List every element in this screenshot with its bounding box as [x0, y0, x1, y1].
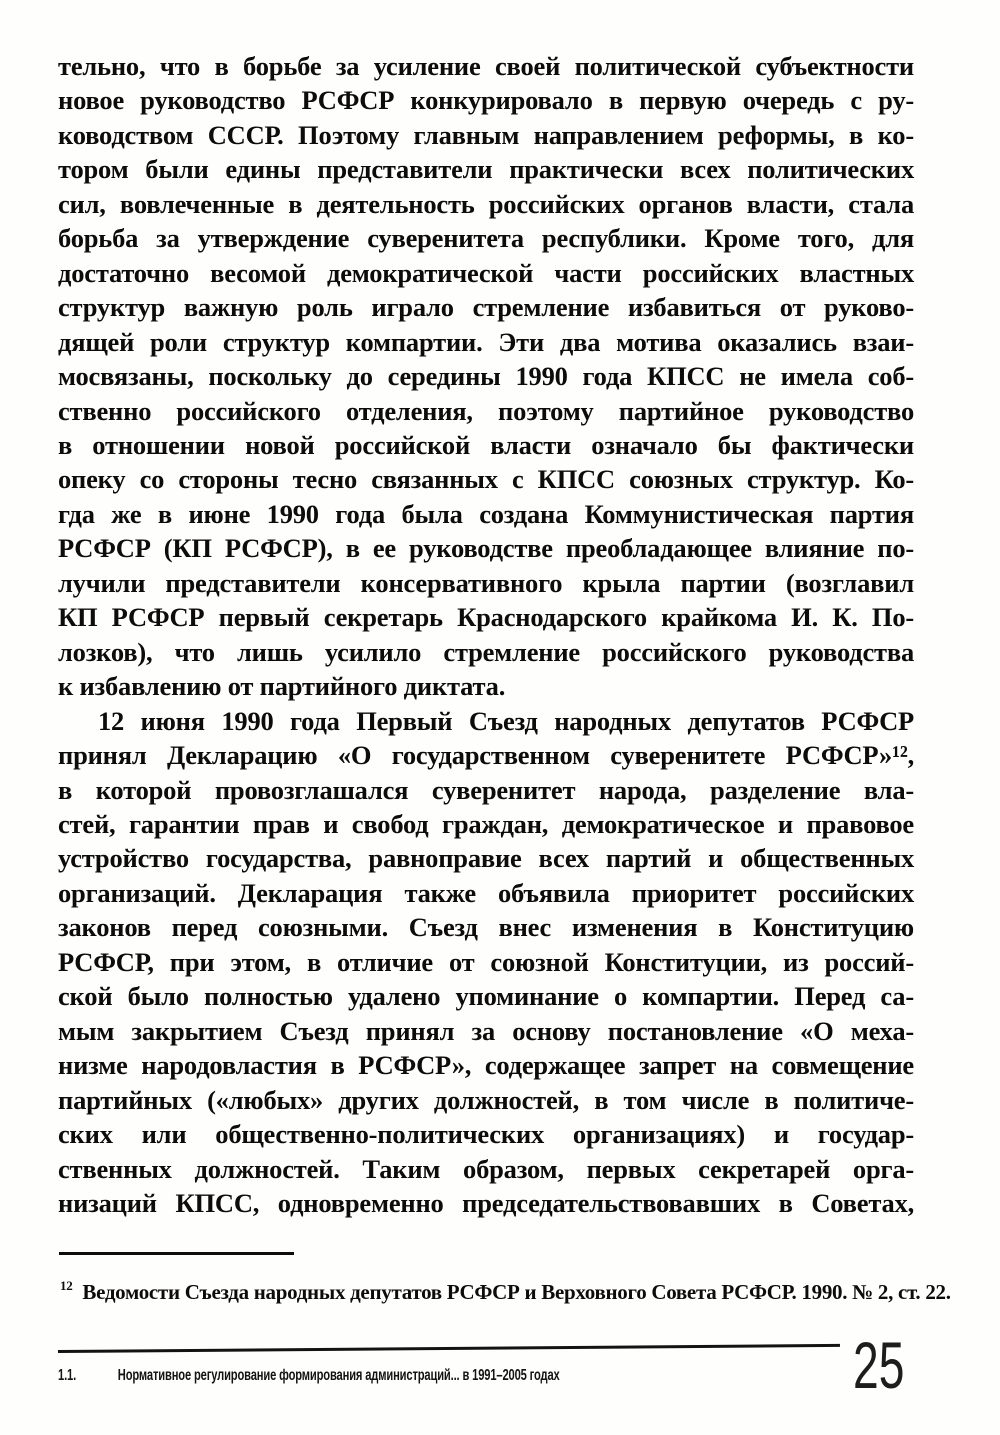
body-text-line: мым закрытием Съезд принял за основу постановление «О меха-	[58, 1015, 914, 1046]
body-text-line: РСФСР, при этом, в отличие от союзной Конституции, из россий-	[58, 946, 914, 977]
footnote-text: Ведомости Съезда народных депутатов РСФСР и Верховного Совета РСФСР. 1990. № 2, ст. 22.	[82, 1280, 951, 1304]
body-text-line: достаточно весомой демократической части российских властных	[58, 257, 914, 288]
body-text-line: мосвязаны, поскольку до середины 1990 года КПСС не имела соб-	[58, 361, 914, 392]
body-text-line: тором были едины представители практически всех политических	[58, 154, 914, 185]
body-text-line: тельно, что в борьбе за усиление своей политической субъектности	[58, 51, 914, 81]
footer-section-title: Нормативное регулирование формирования администраций... в 1991–2005 годах	[117, 1367, 560, 1384]
body-text-line: ской было полностью удалено упоминание о компартии. Перед са-	[58, 981, 914, 1012]
running-footer	[58, 1367, 560, 1385]
body-text-line: сил, вовлеченные в деятельность российских органов власти, стала	[58, 188, 914, 219]
body-text-line: устройство государства, равноправие всех партий и общественных	[58, 843, 914, 874]
body-text-line: ских или общественно-политических организациях) и государ-	[58, 1119, 914, 1150]
body-text-line: ственных должностей. Таким образом, первых секретарей орга-	[58, 1153, 914, 1184]
footer-section-number: 1.1.	[58, 1367, 77, 1384]
body-text-line: гда же в июне 1990 года была создана Коммунистическая партия	[58, 498, 914, 529]
body-text-line: дящей роли структур компартии. Эти два мотива оказались взаи-	[58, 326, 914, 357]
body-text-line: низме народовластия в РСФСР», содержащее запрет на совмещение	[58, 1050, 914, 1081]
body-text-line: опеку со стороны тесно связанных с КПСС союзных структур. Ко-	[58, 464, 914, 495]
page-number: 25	[853, 1328, 905, 1402]
body-text-line: законов перед союзными. Съезд внес изменения в Конституцию	[58, 912, 914, 943]
body-text-line: к избавлению от партийного диктата.	[58, 671, 506, 702]
body-text-line: 12 июня 1990 года Первый Съезд народных депутатов РСФСР	[98, 705, 914, 736]
body-text-line: в отношении новой российской власти означало бы фактически	[58, 429, 914, 460]
body-text-line: организаций. Декларация также объявила приоритет российских	[58, 877, 914, 908]
body-text-line: ственно российского отделения, поэтому партийное руководство	[58, 395, 914, 426]
body-text-line: РСФСР (КП РСФСР), в ее руководстве преобладающее влияние по-	[58, 533, 914, 564]
footer-rule	[58, 1344, 840, 1353]
footnote	[60, 1272, 980, 1306]
body-text-line: принял Декларацию «О государственном суверенитете РСФСР»¹²,	[58, 740, 914, 771]
footnote-separator	[59, 1252, 294, 1255]
body-text-line: структур важную роль играло стремление избавиться от руково-	[58, 292, 914, 323]
footnote-marker: 12	[60, 1278, 73, 1293]
body-text-line: в которой провозглашался суверенитет народа, разделение вла-	[58, 774, 914, 805]
body-text-line: ководством СССР. Поэтому главным направлением реформы, в ко-	[58, 119, 914, 150]
body-text-line: стей, гарантии прав и свобод граждан, демократическое и правовое	[58, 808, 914, 839]
body-text-line: лучили представители консервативного крыла партии (возглавил	[58, 567, 914, 598]
body-text-block	[58, 49, 914, 1220]
body-text-line: низаций КПСС, одновременно председательствовавших в Советах,	[58, 1187, 914, 1218]
body-text-line: КП РСФСР первый секретарь Краснодарского крайкома И. К. По-	[58, 602, 914, 633]
body-text-line: новое руководство РСФСР конкурировало в первую очередь с ру-	[58, 85, 914, 116]
body-text-line: лозков), что лишь усилило стремление российского руководства	[58, 636, 914, 667]
body-text-line: борьба за утверждение суверенитета республики. Кроме того, для	[58, 223, 914, 254]
body-text-line: партийных («любых» других должностей, в том числе в политиче-	[58, 1084, 914, 1115]
